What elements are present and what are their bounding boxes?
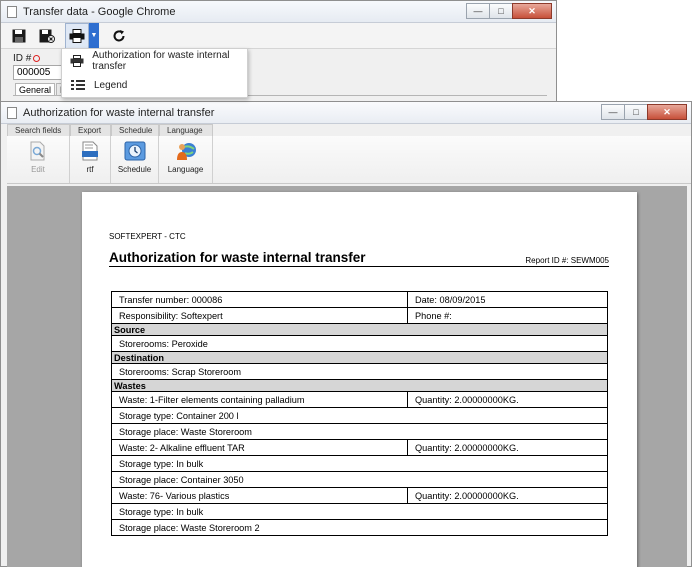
storage-place-cell: Storage place: Container 3050 [112,472,608,488]
table-row [112,472,608,488]
edit-button[interactable] [7,136,70,183]
wastes-header: Wastes [112,380,608,392]
destination-storeroom-cell: Storerooms: Scrap Storeroom [112,364,608,380]
report-titlebar [1,102,691,124]
section-header [112,380,608,392]
storage-place-cell: Storage place: Waste Storeroom [112,424,608,440]
table-row [112,488,608,504]
save-icon[interactable] [9,26,29,46]
ribbon-tab-bar [7,124,691,136]
document-icon [7,6,17,18]
print-dropdown-menu [61,48,248,98]
phone-cell: Phone #: [408,308,608,324]
table-row [112,292,608,308]
report-window [0,101,692,567]
table-row [112,520,608,536]
language-button[interactable] [159,136,213,183]
schedule-button[interactable] [111,136,159,183]
source-header: Source [112,324,608,336]
menu-item-legend[interactable] [62,73,247,97]
schedule-label: Schedule [117,165,152,174]
section-header [112,352,608,364]
maximize-button[interactable]: □ [489,3,513,19]
dropdown-arrow-icon[interactable]: ▼ [89,23,99,49]
id-input[interactable]: 000005 [13,65,63,80]
save-and-close-icon[interactable] [37,26,57,46]
printer-icon[interactable] [65,23,89,49]
quantity-cell: Quantity: 2.00000000KG. [408,440,608,456]
storage-type-cell: Storage type: Container 200 l [112,408,608,424]
id-field-group [13,53,63,80]
rtf-icon [79,140,101,162]
table-row [112,392,608,408]
id-label: ID # [13,53,32,64]
table-row [112,424,608,440]
destination-header: Destination [112,352,608,364]
storage-type-cell: Storage type: In bulk [112,504,608,520]
menu-item-authorization-report[interactable] [62,49,247,73]
table-row [112,308,608,324]
ribbon [7,136,691,184]
waste-cell: Waste: 76- Various plastics [112,488,408,504]
report-page [82,192,637,567]
table-row [112,504,608,520]
edit-icon [27,140,49,162]
language-icon [175,140,197,162]
section-header [112,324,608,336]
company-name: SOFTEXPERT - CTC [109,232,186,241]
storage-place-cell: Storage place: Waste Storeroom 2 [112,520,608,536]
report-table [111,291,608,536]
chrome-titlebar [1,1,556,23]
close-button[interactable]: ✕ [512,3,552,19]
window-title: Transfer data - Google Chrome [23,5,176,18]
minimize-button[interactable]: — [601,104,625,120]
title-divider [109,266,609,267]
required-icon [33,55,40,62]
table-row [112,440,608,456]
table-row [112,408,608,424]
report-title: Authorization for waste internal transfer [109,250,366,265]
menu-item-label: Legend [94,79,128,91]
report-viewer[interactable] [7,186,687,567]
rtf-button[interactable] [70,136,111,183]
language-label: Language [167,165,204,174]
print-icon [70,54,84,68]
transfer-number-cell: Transfer number: 000086 [112,292,408,308]
tab-language[interactable]: Language [159,124,213,136]
report-window-title: Authorization for waste internal transfer [23,106,215,119]
responsibility-cell: Responsibility: Softexpert [112,308,408,324]
menu-item-label: Authorization for waste internal transfer [92,50,230,72]
minimize-button[interactable]: — [466,3,490,19]
table-row [112,364,608,380]
quantity-cell: Quantity: 2.00000000KG. [408,488,608,504]
source-storeroom-cell: Storerooms: Peroxide [112,336,608,352]
tab-schedule[interactable]: Schedule [111,124,159,136]
print-split-button[interactable] [65,23,99,49]
report-id: Report ID #: SEWM005 [525,256,609,265]
table-row [112,456,608,472]
maximize-button[interactable]: □ [624,104,648,120]
list-icon [70,78,86,92]
rtf-label: rtf [86,165,94,174]
waste-cell: Waste: 1-Filter elements containing palladium [112,392,408,408]
refresh-icon[interactable] [109,26,129,46]
storage-type-cell: Storage type: In bulk [112,456,608,472]
form-toolbar [1,23,556,49]
close-button[interactable]: ✕ [647,104,687,120]
quantity-cell: Quantity: 2.00000000KG. [408,392,608,408]
tab-general[interactable]: General [15,83,55,96]
table-row [112,336,608,352]
tab-export[interactable]: Export [70,124,111,136]
waste-cell: Waste: 2- Alkaline effluent TAR [112,440,408,456]
schedule-icon [124,140,146,162]
edit-label: Edit [31,165,45,174]
date-cell: Date: 08/09/2015 [408,292,608,308]
document-icon [7,107,17,119]
tab-search-fields[interactable]: Search fields [7,124,70,136]
